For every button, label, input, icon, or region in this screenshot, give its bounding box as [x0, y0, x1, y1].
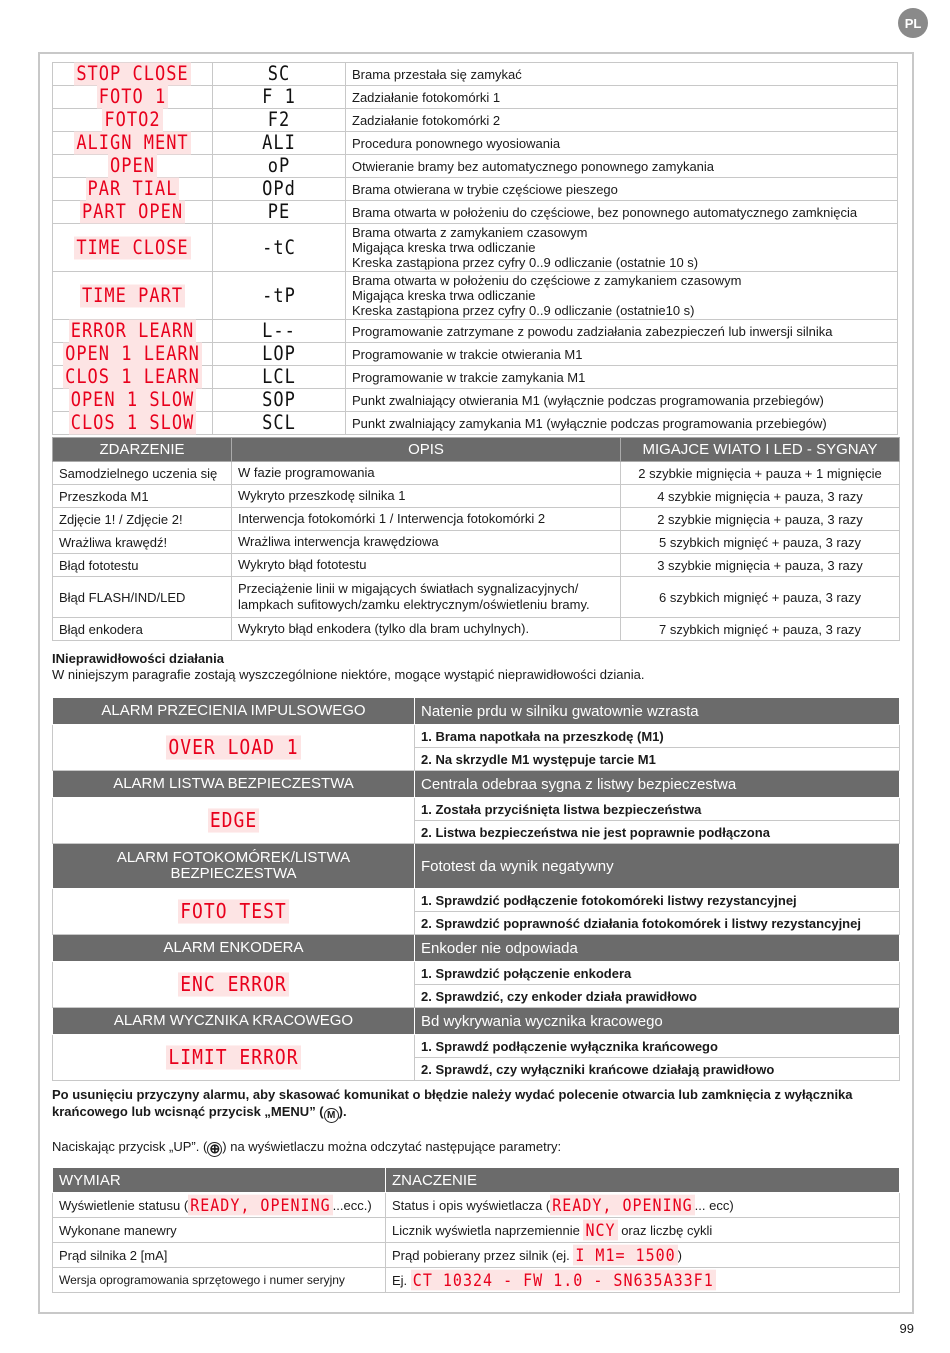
code-cell [213, 366, 346, 389]
display-cell [53, 343, 213, 366]
display-cell [53, 201, 213, 224]
events-header-signal: MIGAJCE WIATO I LED - SYGNAY [621, 438, 900, 462]
params-header-dimension: WYMIAR [53, 1168, 386, 1193]
alarm-summary: Natenie prdu w silniku gwatownie wzrasta [415, 698, 900, 725]
alarm-header-row [53, 1008, 900, 1035]
event-row [53, 462, 900, 485]
parameter-meaning [386, 1193, 900, 1218]
display-code: SCL [262, 411, 296, 435]
event-signal: 7 szybkich mignięć + pauza, 3 razy [621, 618, 900, 641]
description-cell: Brama przestała się zamykać [346, 63, 898, 86]
parameter-dimension [53, 1218, 386, 1243]
display-code: SOP [262, 388, 296, 412]
alarm-name: ALARM LISTWA BEZPIECZESTWA [53, 771, 415, 798]
meaning-suffix: ... ecc) [694, 1198, 734, 1213]
display-row [53, 109, 898, 132]
dimension-text: Wyświetlenie statusu ( [59, 1198, 189, 1213]
description-cell: Programowanie w trakcie otwierania M1 [346, 343, 898, 366]
display-cell [53, 412, 213, 435]
alarm-item-row [53, 798, 900, 821]
params-header-meaning: ZNACZENIE [386, 1168, 900, 1193]
display-row [53, 132, 898, 155]
event-description: W fazie programowania [232, 462, 621, 485]
display-code: F2 [267, 108, 291, 132]
code-cell [213, 201, 346, 224]
description-cell: Punkt zwalniający zamykania M1 (wyłącznie podczas programowania przebiegów) [346, 412, 898, 435]
display-row [53, 224, 898, 272]
code-cell [213, 272, 346, 320]
dimension-text: Wykonane manewry [59, 1222, 177, 1238]
event-description: Interwencja fotokomórki 1 / Interwencja fotokomórki 2 [232, 508, 621, 531]
display-code: OPd [262, 177, 296, 201]
display-cell [53, 178, 213, 201]
event-description: Wykryto błąd enkodera (tylko dla bram uchylnych). [232, 618, 621, 641]
code-cell [213, 132, 346, 155]
display-cell [53, 109, 213, 132]
event-name: Zdjęcie 1! / Zdjęcie 2! [53, 508, 232, 531]
code-cell [213, 155, 346, 178]
events-header-event: ZDARZENIE [53, 438, 232, 462]
display-code: oP [267, 154, 291, 178]
alarm-summary: Bd wykrywania wycznika kracowego [415, 1008, 900, 1035]
parameter-row [53, 1193, 900, 1218]
code-cell [213, 63, 346, 86]
event-name: Przeszkoda M1 [53, 485, 232, 508]
display-row [53, 412, 898, 435]
code-cell [213, 343, 346, 366]
up-button-icon: ⊕ [207, 1142, 222, 1157]
dimension-suffix: ...ecc.) [332, 1198, 372, 1213]
parameter-row [53, 1218, 900, 1243]
description-cell: Procedura ponownego wyosiowania [346, 132, 898, 155]
display-row [53, 343, 898, 366]
alarm-check-item: 2. Na skrzydle M1 występuje tarcie M1 [415, 748, 900, 771]
description-cell: Brama otwarta z zamykaniem czasowym Migająca kreska trwa odliczanie Kreska zastąpiona przez cyfry 0..9 odliczanie (ostatnie 10 s) [346, 224, 898, 272]
alarm-check-item: 2. Sprawdzić, czy enkoder działa prawidłowo [415, 985, 900, 1008]
display-cell [53, 63, 213, 86]
description-cell: Punkt zwalniający otwierania M1 (wyłącznie podczas programowania przebiegów) [346, 389, 898, 412]
code-cell [213, 178, 346, 201]
event-row [53, 508, 900, 531]
reset-note: Po usunięciu przyczyny alarmu, aby skasować komunikat o błędzie należy wydać polecenie otwarcia lub zamknięcia z wyłącznika krańcowego lub wcisnąć przycisk „MENU” ( M ). [52, 1087, 853, 1121]
event-row [53, 554, 900, 577]
dimension-text: Prąd silnika 2 [mA] [59, 1247, 168, 1263]
alarm-header-row [53, 771, 900, 798]
display-text: CLOS 1 SLOW [70, 411, 195, 435]
display-text: TIME CLOSE [76, 236, 189, 259]
alarm-item-row [53, 1035, 900, 1058]
meaning-suffix: oraz liczbę cykli [617, 1223, 713, 1238]
description-cell: Otwieranie bramy bez automatycznego ponownego zamykania [346, 155, 898, 178]
display-row [53, 178, 898, 201]
alarm-check-item: 1. Sprawdź podłączenie wyłącznika krańcowego [415, 1035, 900, 1058]
event-name: Wrażliwa krawędź! [53, 531, 232, 554]
alarm-display-text: OVER LOAD 1 [168, 735, 299, 760]
event-name: Błąd fototestu [53, 554, 232, 577]
alarm-check-item: 1. Brama napotkała na przeszkodę (M1) [415, 725, 900, 748]
display-code: F 1 [262, 85, 296, 109]
menu-button-icon: M [324, 1108, 339, 1123]
alarm-header-row [53, 935, 900, 962]
display-code: -tC [262, 236, 296, 259]
code-cell [213, 412, 346, 435]
display-text: ALIGN MENT [76, 131, 189, 155]
language-badge: PL [898, 8, 928, 38]
display-text: FOTO 1 [98, 85, 167, 109]
description-cell: Zadziałanie fotokomórki 1 [346, 86, 898, 109]
events-table [52, 437, 900, 641]
page-number: 99 [899, 1321, 914, 1336]
alarm-summary: Fototest da wynik negatywny [415, 844, 900, 889]
parameter-dimension [53, 1268, 386, 1293]
event-signal: 5 szybkich mignięć + pauza, 3 razy [621, 531, 900, 554]
code-cell [213, 86, 346, 109]
parameter-dimension [53, 1243, 386, 1268]
display-text: OPEN 1 SLOW [70, 388, 195, 412]
alarm-name: ALARM WYCZNIKA KRACOWEGO [53, 1008, 415, 1035]
dimension-text: Wersja oprogramowania sprzętowego i numer seryjny [59, 1273, 345, 1287]
display-row [53, 389, 898, 412]
description-cell: Brama otwierana w trybie częściowe pieszego [346, 178, 898, 201]
display-code: SC [267, 62, 291, 86]
display-row [53, 63, 898, 86]
display-text: OPEN 1 LEARN [65, 342, 200, 366]
parameter-row [53, 1268, 900, 1293]
display-code: PE [267, 200, 291, 224]
display-code: ALI [262, 131, 296, 155]
alarm-check-item: 2. Listwa bezpieczeństwa nie jest poprawnie podłączona [415, 821, 900, 844]
meaning-display: I M1= 1500 [575, 1244, 676, 1266]
malfunctions-title: INieprawidłowości działania [52, 651, 224, 666]
event-signal: 6 szybkich mignięć + pauza, 3 razy [621, 577, 900, 618]
meaning-display: CT 10324 - FW 1.0 - SN635A33F1 [412, 1269, 714, 1291]
alarm-display-text: LIMIT ERROR [168, 1045, 299, 1070]
description-cell: Programowanie zatrzymane z powodu zadziałania zabezpieczeń lub inwersji silnika [346, 320, 898, 343]
alarm-display-cell [53, 1035, 415, 1081]
display-row [53, 201, 898, 224]
display-row [53, 155, 898, 178]
alarm-header-row [53, 844, 900, 889]
alarm-item-row [53, 889, 900, 912]
code-cell [213, 224, 346, 272]
alarm-check-item: 1. Sprawdzić podłączenie fotokomóreki listwy rezystancyjnej [415, 889, 900, 912]
code-cell [213, 320, 346, 343]
alarm-check-item: 2. Sprawdź, czy wyłączniki krańcowe działają prawidłowo [415, 1058, 900, 1081]
display-code: LCL [262, 365, 296, 389]
alarm-name: ALARM FOTOKOMÓREK/LISTWA BEZPIECZESTWA [53, 844, 415, 889]
display-cell [53, 366, 213, 389]
event-signal: 4 szybkie mignięcia + pauza, 3 razy [621, 485, 900, 508]
description-cell: Zadziałanie fotokomórki 2 [346, 109, 898, 132]
code-cell [213, 389, 346, 412]
display-text: OPEN [110, 154, 155, 178]
event-description: Wykryto błąd fototestu [232, 554, 621, 577]
event-description: Wykryto przeszkodę silnika 1 [232, 485, 621, 508]
alarm-check-item: 1. Sprawdzić połączenie enkodera [415, 962, 900, 985]
display-cell [53, 155, 213, 178]
alarm-display-text: ENC ERROR [180, 972, 287, 997]
event-name: Błąd enkodera [53, 618, 232, 641]
event-signal: 2 szybkie mignięcia + pauza, 3 razy [621, 508, 900, 531]
display-text: TIME PART [81, 284, 184, 307]
event-description: Przeciążenie linii w migających światłach sygnalizacyjnych/ lampkach sufitowych/zamku elektrycznym/oświetleniu bramy. [232, 577, 621, 618]
display-row [53, 272, 898, 320]
display-row [53, 320, 898, 343]
alarm-display-text: FOTO TEST [180, 899, 287, 924]
alarm-display-cell [53, 725, 415, 771]
alarms-table [52, 697, 900, 1081]
event-row [53, 531, 900, 554]
alarm-check-item: 2. Sprawdzić poprawność działania fotokomórek i listwy rezystancyjnej [415, 912, 900, 935]
parameters-table [52, 1167, 900, 1293]
display-text: STOP CLOSE [76, 62, 189, 86]
display-code: -tP [262, 284, 296, 307]
up-instruction: Naciskając przycisk „UP”. ( ⊕ ) na wyświetlaczu można odczytać następujące parametry: [52, 1139, 562, 1156]
event-name: Błąd FLASH/IND/LED [53, 577, 232, 618]
alarm-header-row [53, 698, 900, 725]
alarm-item-row [53, 962, 900, 985]
event-name: Samodzielnego uczenia się [53, 462, 232, 485]
alarm-summary: Centrala odebraa sygna z listwy bezpieczestwa [415, 771, 900, 798]
display-text: PART OPEN [81, 200, 184, 224]
alarm-display-text: EDGE [209, 808, 258, 833]
parameter-meaning [386, 1243, 900, 1268]
alarm-display-cell [53, 889, 415, 935]
parameter-meaning [386, 1218, 900, 1243]
code-cell [213, 109, 346, 132]
display-text: FOTO2 [104, 108, 161, 132]
alarm-display-cell [53, 798, 415, 844]
dimension-display: READY, OPENING [190, 1194, 331, 1216]
meaning-text: Prąd pobierany przez silnik (ej. [392, 1248, 574, 1263]
meaning-text: Ej. [392, 1273, 411, 1288]
event-row [53, 577, 900, 618]
event-row [53, 618, 900, 641]
meaning-display: NCY [585, 1219, 616, 1241]
event-description: Wrażliwa interwencja krawędziowa [232, 531, 621, 554]
meaning-display: READY, OPENING [552, 1194, 693, 1216]
alarm-item-row [53, 725, 900, 748]
events-header-description: OPIS [232, 438, 621, 462]
parameter-meaning [386, 1268, 900, 1293]
display-row [53, 86, 898, 109]
alarm-display-cell [53, 962, 415, 1008]
alarm-summary: Enkoder nie odpowiada [415, 935, 900, 962]
event-row [53, 485, 900, 508]
meaning-text: Status i opis wyświetlacza ( [392, 1198, 551, 1213]
description-cell: Brama otwarta w położeniu do częściowe z zamykaniem czasowym Migająca kreska trwa odliczanie Kreska zastąpiona przez cyfry 0..9 odliczanie (ostatnie10 s) [346, 272, 898, 320]
display-text: PAR TIAL [87, 177, 178, 201]
alarm-check-item: 1. Została przyciśnięta listwa bezpieczeństwa [415, 798, 900, 821]
display-code: LOP [262, 342, 296, 366]
parameter-row [53, 1243, 900, 1268]
display-code: L-- [262, 319, 296, 343]
meaning-text: Licznik wyświetla naprzemiennie [392, 1223, 584, 1238]
display-cell [53, 320, 213, 343]
alarm-name: ALARM PRZECIENIA IMPULSOWEGO [53, 698, 415, 725]
malfunctions-text: W niniejszym paragrafie zostają wyszczególnione niektóre, mogące wystąpić nieprawidłowości dziania. [52, 667, 645, 682]
alarm-name: ALARM ENKODERA [53, 935, 415, 962]
event-signal: 2 szybkie mignięcia + pauza + 1 mignięcie [621, 462, 900, 485]
display-cell [53, 272, 213, 320]
description-cell: Brama otwarta w położeniu do częściowe, bez ponownego automatycznego zamknięcia [346, 201, 898, 224]
meaning-suffix: ) [677, 1248, 683, 1263]
parameter-dimension [53, 1193, 386, 1218]
display-cell [53, 389, 213, 412]
display-cell [53, 224, 213, 272]
description-cell: Programowanie w trakcie zamykania M1 [346, 366, 898, 389]
display-text: CLOS 1 LEARN [65, 365, 200, 389]
event-signal: 3 szybkie mignięcia + pauza, 3 razy [621, 554, 900, 577]
display-messages-table [52, 62, 898, 435]
display-cell [53, 132, 213, 155]
display-text: ERROR LEARN [70, 319, 195, 343]
display-cell [53, 86, 213, 109]
display-row [53, 366, 898, 389]
